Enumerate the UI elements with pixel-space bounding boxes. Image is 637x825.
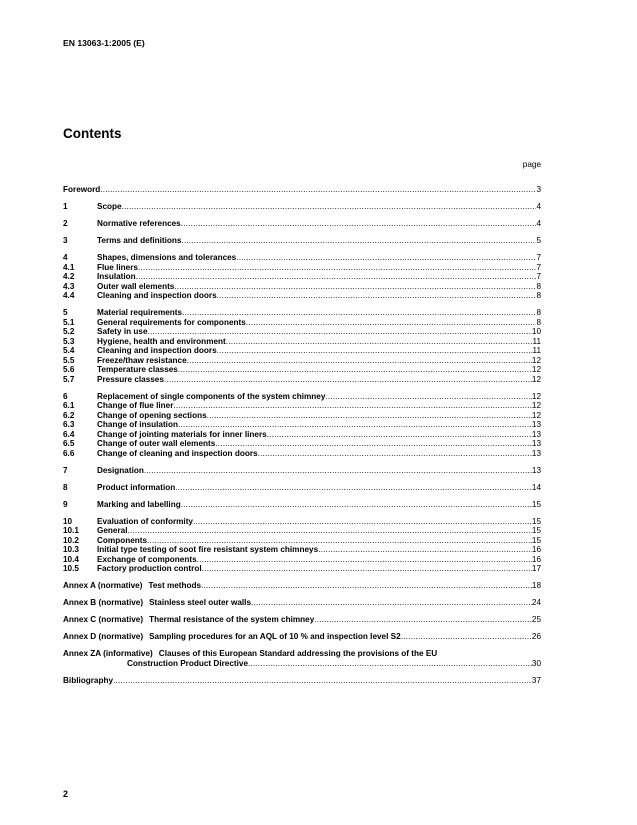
toc-entry-number: 6.6 <box>63 448 75 458</box>
dot-leader <box>175 483 532 493</box>
toc-entry-title: Change of flue liner <box>97 401 174 410</box>
dot-leader <box>173 401 531 411</box>
toc-entry[interactable] <box>63 392 541 402</box>
toc-annex-entry[interactable] <box>63 649 541 659</box>
annex-title: Test methods <box>148 581 202 590</box>
toc-entry-page: 7 <box>536 253 541 262</box>
toc-entry-page: 4 <box>536 219 541 228</box>
toc-entry-number: 10.5 <box>63 564 79 573</box>
toc-entry-number: 7 <box>63 465 68 475</box>
toc-entry-page: 17 <box>531 564 541 573</box>
dot-leader <box>178 420 532 430</box>
toc-entry[interactable] <box>63 439 541 449</box>
toc-entry-page: 12 <box>531 355 541 365</box>
toc-entry-number: 6 <box>63 391 68 401</box>
dot-leader <box>197 555 532 565</box>
toc-entry-number: 3 <box>63 236 68 245</box>
toc-entry-number: 1 <box>63 202 68 211</box>
toc-entry-number: 6.2 <box>63 410 75 420</box>
toc-entry-title: Change of opening sections <box>97 410 207 420</box>
toc-entry-number: 10.1 <box>63 526 79 535</box>
toc-entry[interactable] <box>63 517 541 527</box>
annex-title: Thermal resistance of the system chimney <box>149 615 315 624</box>
dot-leader <box>236 253 536 263</box>
toc-entry-number: 10.2 <box>63 535 79 545</box>
toc-entry-title: Change of outer wall elements <box>97 439 216 448</box>
toc-entry-title: Material requirements <box>97 308 183 317</box>
dot-leader <box>314 615 532 625</box>
toc-entry-number: 6.4 <box>63 429 75 439</box>
toc-entry-title: Change of cleaning and inspection doors <box>97 448 258 458</box>
toc-entry-page: 24 <box>531 598 541 607</box>
annex-title-continuation: Construction Product Directive <box>127 658 249 668</box>
toc-entry-number: 4.4 <box>63 291 75 300</box>
toc-entry[interactable] <box>63 564 541 574</box>
dot-leader <box>226 337 533 347</box>
toc-entry-title: Normative references <box>97 219 181 228</box>
toc-entry[interactable] <box>63 420 541 430</box>
toc-entry[interactable] <box>63 500 541 510</box>
toc-entry-title: Freeze/thaw resistance <box>97 355 187 365</box>
toc-entry-page: 8 <box>536 291 541 300</box>
toc-entry-page: 8 <box>536 317 541 327</box>
toc-entry-title: Change of insulation <box>97 420 178 429</box>
toc-annex-entry[interactable] <box>63 615 541 625</box>
toc-entry-title: Hygiene, health and environment <box>97 336 226 346</box>
toc-entry[interactable] <box>63 263 541 273</box>
toc-entry[interactable] <box>63 536 541 546</box>
toc-entry-page: 11 <box>532 346 541 355</box>
toc-entry[interactable] <box>63 291 541 301</box>
toc-entry[interactable] <box>63 375 541 385</box>
toc-entry[interactable] <box>63 327 541 337</box>
toc-entry-page: 13 <box>531 429 541 439</box>
toc-entry-number: 5.2 <box>63 327 75 336</box>
toc-entry-page: 13 <box>531 448 541 458</box>
dot-leader <box>122 202 537 212</box>
dot-leader <box>258 449 532 459</box>
toc-entry-number: 6.5 <box>63 439 75 448</box>
dot-leader <box>136 272 537 282</box>
toc-entry-page: 12 <box>531 365 541 374</box>
toc-entry-page: 15 <box>531 526 541 535</box>
toc-entry[interactable] <box>63 346 541 356</box>
toc-entry-page: 12 <box>531 401 541 410</box>
toc-entry-page: 13 <box>531 439 541 448</box>
dot-leader <box>187 356 532 366</box>
dot-leader <box>144 466 532 476</box>
toc-entry-title: Scope <box>97 202 122 211</box>
dot-leader <box>164 375 532 385</box>
toc-entry-page: 16 <box>531 545 541 554</box>
toc-entry[interactable] <box>63 253 541 263</box>
toc-entry-title: Cleaning and inspection doors <box>97 291 217 300</box>
toc-entry-title: Shapes, dimensions and tolerances <box>97 253 237 262</box>
dot-leader <box>246 318 537 328</box>
toc-entry-title: Temperature classes <box>97 365 178 374</box>
toc-entry[interactable] <box>63 526 541 536</box>
toc-entry-title: General requirements for components <box>97 317 246 327</box>
toc-entry-title: Outer wall elements <box>97 281 175 291</box>
dot-leader <box>202 564 532 574</box>
toc-entry-title: Safety in use <box>97 327 148 336</box>
toc-entry-page: 26 <box>531 632 541 641</box>
dot-leader <box>138 263 536 273</box>
dot-leader <box>217 346 533 356</box>
toc-annex-entry[interactable] <box>63 581 541 591</box>
toc-entry[interactable] <box>63 430 541 440</box>
dot-leader <box>178 365 532 375</box>
toc-entry-title: Pressure classes <box>97 374 164 384</box>
toc-entry-page: 11 <box>532 336 541 346</box>
dot-leader <box>251 598 532 608</box>
toc-entry-title: Replacement of single components of the system chimney <box>97 391 326 401</box>
toc-entry-page: 25 <box>531 615 541 624</box>
toc-entry-number: 4.3 <box>63 281 75 291</box>
toc-entry-number: 4.2 <box>63 272 75 281</box>
toc-entry-title: Change of jointing materials for inner liners <box>97 429 267 439</box>
toc-entry-title: Components <box>97 535 148 545</box>
toc-entry[interactable] <box>63 483 541 493</box>
toc-entry-title: Evaluation of conformity <box>97 516 193 526</box>
annex-label: Annex C (normative) <box>63 615 144 624</box>
dot-leader <box>181 236 536 246</box>
toc-entry[interactable] <box>63 236 541 246</box>
toc-entry[interactable] <box>63 545 541 555</box>
dot-leader <box>182 308 536 318</box>
dot-leader <box>217 291 537 301</box>
dot-leader <box>181 219 537 229</box>
toc-entry-title: Exchange of components <box>97 554 197 564</box>
toc-entry-page: 14 <box>531 482 541 492</box>
toc-entry-number: 5.3 <box>63 336 75 346</box>
toc-entry-number: 5.6 <box>63 365 75 374</box>
table-of-contents <box>63 185 541 685</box>
toc-entry[interactable] <box>63 202 541 212</box>
toc-bibliography[interactable] <box>63 676 541 686</box>
toc-entry-title: General <box>97 526 128 535</box>
toc-entry-page: 3 <box>536 185 541 194</box>
toc-entry-title: Foreword <box>63 185 101 194</box>
toc-entry-page: 15 <box>531 516 541 526</box>
toc-entry-title: Product information <box>97 482 176 492</box>
toc-entry-number: 5.7 <box>63 374 75 384</box>
toc-entry[interactable] <box>63 272 541 282</box>
dot-leader <box>147 536 532 546</box>
toc-entry-number: 5 <box>63 308 68 317</box>
toc-entry-number: 4.1 <box>63 262 75 272</box>
toc-entry-page: 5 <box>536 236 541 245</box>
toc-entry-title: Insulation <box>97 272 136 281</box>
toc-entry-title: Terms and definitions <box>97 236 182 245</box>
toc-entry[interactable] <box>63 449 541 459</box>
toc-entry-number: 2 <box>63 219 68 228</box>
toc-entry-page: 37 <box>531 675 541 685</box>
dot-leader <box>215 439 532 449</box>
toc-entry[interactable] <box>63 308 541 318</box>
dot-leader <box>201 581 532 591</box>
dot-leader <box>267 430 532 440</box>
toc-entry[interactable] <box>63 282 541 292</box>
toc-entry-title: Initial type testing of soot fire resistant system chimneys <box>97 545 319 554</box>
toc-entry-number: 10.4 <box>63 554 79 564</box>
toc-entry[interactable] <box>63 337 541 347</box>
dot-leader <box>100 185 536 195</box>
toc-entry-page: 15 <box>531 535 541 545</box>
toc-entry-page: 16 <box>531 554 541 564</box>
toc-annex-continuation[interactable] <box>63 659 541 669</box>
annex-title: Stainless steel outer walls <box>149 598 252 607</box>
page-number: 2 <box>63 789 69 799</box>
annex-label: Annex D (normative) <box>63 632 144 641</box>
toc-entry-number: 6.3 <box>63 420 75 429</box>
toc-entry[interactable] <box>63 318 541 328</box>
annex-label: Annex B (normative) <box>63 598 144 607</box>
toc-entry-title: Cleaning and inspection doors <box>97 346 217 355</box>
toc-entry-number: 5.4 <box>63 346 75 355</box>
toc-entry[interactable] <box>63 555 541 565</box>
dot-leader <box>181 500 532 510</box>
page-title: Contents <box>63 126 122 141</box>
toc-entry-page: 8 <box>536 281 541 291</box>
toc-entry-page: 10 <box>531 327 541 336</box>
dot-leader <box>207 411 532 421</box>
toc-entry[interactable] <box>63 219 541 229</box>
dot-leader <box>318 545 532 555</box>
dot-leader <box>248 659 532 669</box>
page-column-label: page <box>522 160 541 169</box>
toc-entry-page: 7 <box>536 272 541 281</box>
toc-entry-number: 5.1 <box>63 317 75 327</box>
dot-leader <box>174 282 536 292</box>
annex-title: Sampling procedures for an AQL of 10 % and inspection level S2 <box>149 632 401 641</box>
toc-entry[interactable] <box>63 466 541 476</box>
toc-entry-number: 4 <box>63 253 68 262</box>
toc-entry-page: 12 <box>531 391 541 401</box>
toc-entry[interactable] <box>63 411 541 421</box>
dot-leader <box>128 526 532 536</box>
toc-entry-page: 8 <box>536 308 541 317</box>
toc-annex-entry[interactable] <box>63 598 541 608</box>
dot-leader <box>325 392 531 402</box>
dot-leader <box>401 632 532 642</box>
toc-entry-page: 15 <box>531 499 541 509</box>
toc-entry-page: 30 <box>531 658 541 668</box>
document-header: EN 13063-1:2005 (E) <box>63 38 145 48</box>
annex-label: Annex A (normative) <box>63 581 143 590</box>
toc-entry-page: 13 <box>531 420 541 429</box>
toc-entry-number: 6.1 <box>63 401 75 410</box>
toc-entry-number: 8 <box>63 482 68 492</box>
bibliography-title: Bibliography <box>63 675 114 685</box>
toc-entry-title: Factory production control <box>97 564 202 573</box>
toc-entry-number: 10.3 <box>63 545 79 554</box>
toc-entry[interactable] <box>63 356 541 366</box>
toc-entry-page: 7 <box>536 262 541 272</box>
toc-entry-page: 13 <box>531 465 541 475</box>
toc-entry-number: 9 <box>63 499 68 509</box>
dot-leader <box>148 327 532 337</box>
toc-entry-page: 12 <box>531 410 541 420</box>
toc-entry[interactable] <box>63 365 541 375</box>
annex-label: Annex ZA (informative) <box>63 649 153 658</box>
toc-entry-title: Flue liners <box>97 262 138 272</box>
dot-leader <box>113 676 532 686</box>
annex-title: Clauses of this European Standard addressing the provisions of the EU <box>158 649 438 658</box>
toc-entry-title: Designation <box>97 465 144 475</box>
toc-entry[interactable] <box>63 401 541 411</box>
toc-entry-number: 5.5 <box>63 355 75 365</box>
toc-entry-title: Marking and labelling <box>97 499 181 509</box>
toc-entry-page: 4 <box>536 202 541 211</box>
toc-entry-page: 12 <box>531 374 541 384</box>
toc-entry-page: 18 <box>531 581 541 590</box>
toc-annex-entry[interactable] <box>63 632 541 642</box>
dot-leader <box>193 517 532 527</box>
toc-entry[interactable] <box>63 185 541 195</box>
toc-entry-number: 10 <box>63 516 73 526</box>
